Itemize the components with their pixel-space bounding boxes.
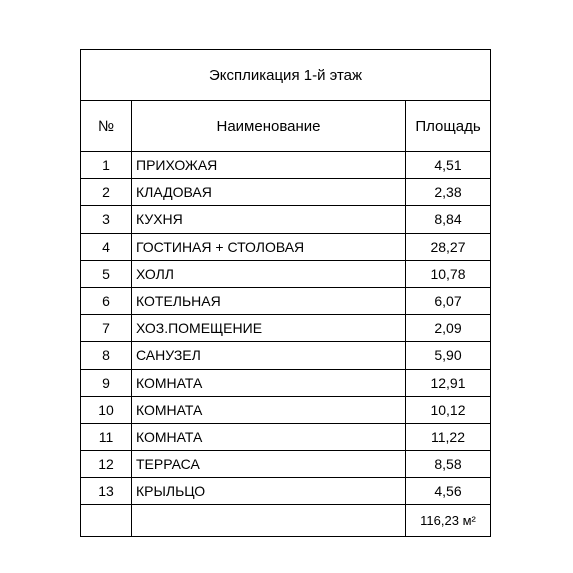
row-number: 2 (81, 179, 132, 206)
row-name: ХОЛЛ (132, 260, 406, 287)
table-row (81, 206, 491, 233)
row-area: 28,27 (406, 233, 491, 260)
row-area: 8,84 (406, 206, 491, 233)
row-area: 11,22 (406, 423, 491, 450)
row-name: ГОСТИНАЯ + СТОЛОВАЯ (132, 233, 406, 260)
row-number: 6 (81, 287, 132, 314)
row-name: КОТЕЛЬНАЯ (132, 287, 406, 314)
row-name: КОМНАТА (132, 423, 406, 450)
row-area: 6,07 (406, 287, 491, 314)
total-area: 116,23 м² (406, 505, 491, 537)
row-name: САНУЗЕЛ (132, 342, 406, 369)
table-body (81, 152, 491, 505)
table-row (81, 478, 491, 505)
row-number: 13 (81, 478, 132, 505)
row-area: 4,51 (406, 152, 491, 179)
row-number: 3 (81, 206, 132, 233)
table-row (81, 179, 491, 206)
row-number: 10 (81, 396, 132, 423)
header-number: № (81, 101, 132, 152)
row-number: 9 (81, 369, 132, 396)
row-number: 11 (81, 423, 132, 450)
row-area: 10,12 (406, 396, 491, 423)
row-area: 4,56 (406, 478, 491, 505)
row-number: 7 (81, 315, 132, 342)
total-name-cell (132, 505, 406, 537)
row-name: КОМНАТА (132, 369, 406, 396)
explication-table (80, 49, 491, 537)
row-area: 2,38 (406, 179, 491, 206)
row-name: КОМНАТА (132, 396, 406, 423)
header-area: Площадь (406, 101, 491, 152)
table-row (81, 233, 491, 260)
row-number: 8 (81, 342, 132, 369)
table-title: Экспликация 1-й этаж (81, 50, 491, 101)
table-row (81, 315, 491, 342)
total-row (81, 505, 491, 537)
row-area: 12,91 (406, 369, 491, 396)
title-row (81, 50, 491, 101)
explication-table-container (80, 49, 491, 537)
row-number: 4 (81, 233, 132, 260)
table-row (81, 287, 491, 314)
row-area: 5,90 (406, 342, 491, 369)
row-number: 12 (81, 451, 132, 478)
table-row (81, 451, 491, 478)
table-row (81, 152, 491, 179)
table-row (81, 260, 491, 287)
row-name: ХОЗ.ПОМЕЩЕНИЕ (132, 315, 406, 342)
header-row (81, 101, 491, 152)
row-name: КРЫЛЬЦО (132, 478, 406, 505)
row-name: КУХНЯ (132, 206, 406, 233)
row-name: ТЕРРАСА (132, 451, 406, 478)
row-number: 5 (81, 260, 132, 287)
row-name: КЛАДОВАЯ (132, 179, 406, 206)
total-number-cell (81, 505, 132, 537)
table-row (81, 342, 491, 369)
table-row (81, 396, 491, 423)
table-row (81, 423, 491, 450)
row-area: 8,58 (406, 451, 491, 478)
header-name: Наименование (132, 101, 406, 152)
row-name: ПРИХОЖАЯ (132, 152, 406, 179)
row-number: 1 (81, 152, 132, 179)
row-area: 10,78 (406, 260, 491, 287)
row-area: 2,09 (406, 315, 491, 342)
table-row (81, 369, 491, 396)
